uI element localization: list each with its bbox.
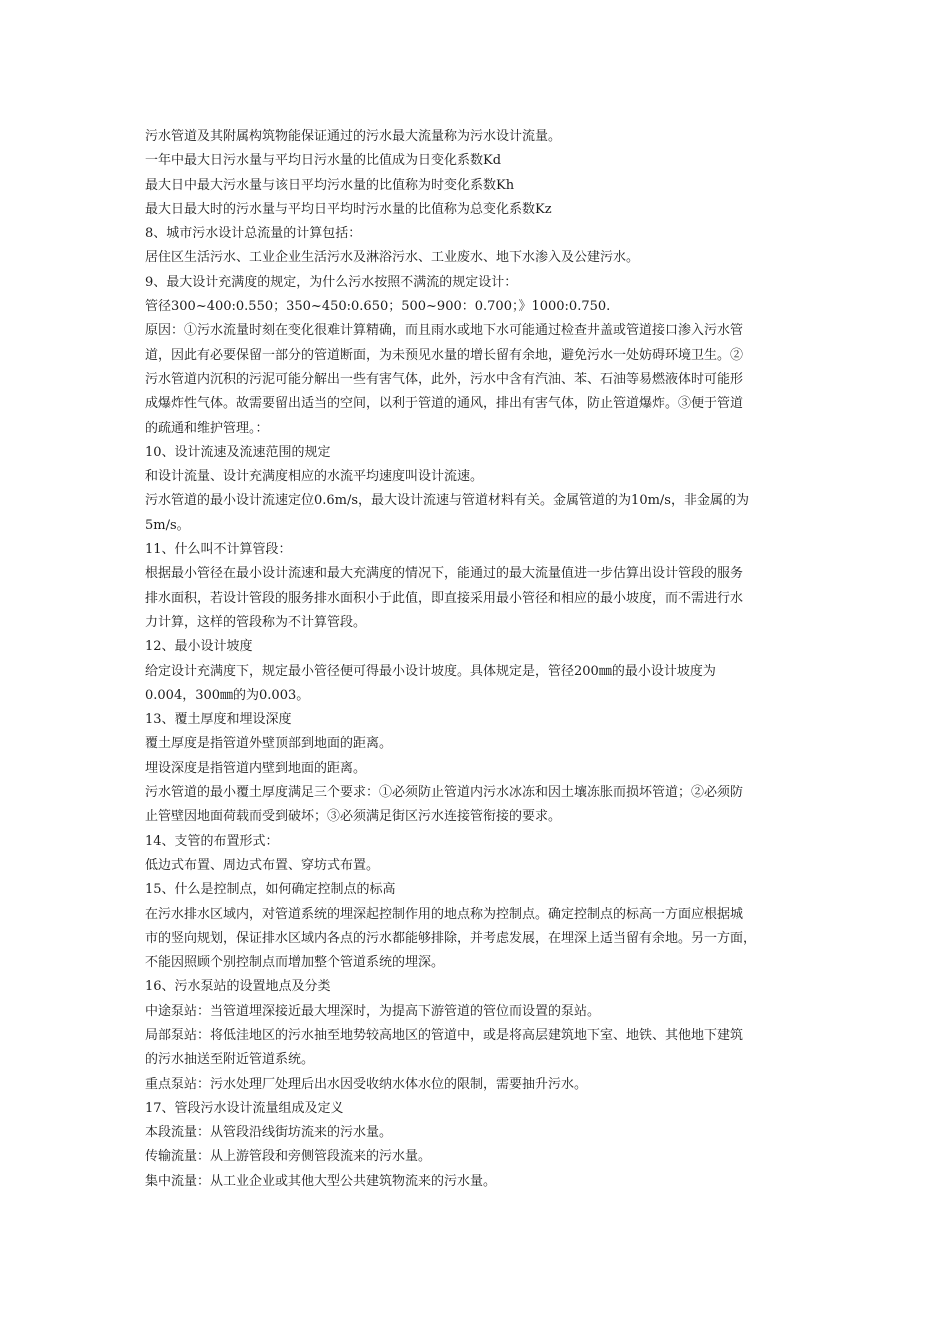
text-line: 市的竖向规划，保证排水区域内各点的污水都能够排除，并考虑发展，在埋深上适当留有余地。另一方面，: [145, 930, 757, 946]
text-line: 16、污水泵站的设置地点及分类: [145, 979, 331, 995]
text-line: 的疏通和维护管理。：: [145, 420, 269, 436]
text-line: 0.004，300㎜的为0.003。: [145, 687, 310, 703]
text-line: 在污水排水区域内，对管道系统的埋深起控制作用的地点称为控制点。确定控制点的标高一方面应根据城: [145, 906, 744, 922]
text-line: 9、最大设计充满度的规定，为什么污水按照不满流的规定设计：: [145, 274, 518, 290]
text-line: 管径300~400:0.550；350~450:0.650；500~900：0.700；》1000:0.750.: [145, 299, 611, 315]
text-line: 17、管段污水设计流量组成及定义: [145, 1100, 344, 1116]
text-line: 根据最小管径在最小设计流速和最大充满度的情况下，能通过的最大流量值进一步估算出设计管段的服务: [145, 566, 744, 582]
text-line: 埋设深度是指管道内壁到地面的距离。: [145, 760, 367, 776]
text-line: 覆土厚度是指管道外壁顶部到地面的距离。: [145, 736, 393, 752]
text-line: 道，因此有必要保留一部分的管道断面，为未预见水量的增长留有余地，避免污水一处妨碍环境卫生。②: [145, 347, 744, 363]
text-line: 的污水抽送至附近管道系统。: [145, 1052, 315, 1068]
text-line: 止管壁因地面荷载而受到破坏；③必须满足街区污水连接管衔接的要求。: [145, 809, 562, 825]
text-line: 污水管道内沉积的污泥可能分解出一些有害气体，此外，污水中含有汽油、苯、石油等易燃液体时可能形: [145, 371, 744, 387]
text-line: 13、覆土厚度和埋设深度: [145, 712, 292, 728]
text-line: 局部泵站：将低洼地区的污水抽至地势较高地区的管道中，或是将高层建筑地下室、地铁、其他地下建筑: [145, 1027, 744, 1043]
text-line: 不能因照顾个别控制点而增加整个管道系统的埋深。: [145, 955, 445, 971]
text-line: 5m/s。: [145, 517, 190, 533]
text-line: 12、最小设计坡度: [145, 639, 253, 655]
text-line: 居住区生活污水、工业企业生活污水及淋浴污水、工业废水、地下水渗入及公建污水。: [145, 250, 640, 266]
text-line: 11、什么叫不计算管段：: [145, 542, 292, 558]
text-line: 给定设计充满度下，规定最小管径便可得最小设计坡度。具体规定是，管径200㎜的最小设计坡度为: [145, 663, 716, 679]
text-line: 传输流量：从上游管段和旁侧管段流来的污水量。: [145, 1149, 432, 1165]
text-line: 成爆炸性气体。故需要留出适当的空间，以利于管道的通风，排出有害气体，防止管道爆炸。③便于管道: [145, 396, 744, 412]
text-line: 和设计流量、设计充满度相应的水流平均速度叫设计流速。: [145, 469, 484, 485]
text-line: 14、支管的布置形式：: [145, 833, 279, 849]
text-line: 集中流量：从工业企业或其他大型公共建筑物流来的污水量。: [145, 1173, 497, 1189]
text-line: 一年中最大日污水量与平均日污水量的比值成为日变化系数Kd: [145, 153, 502, 169]
text-line: 8、城市污水设计总流量的计算包括：: [145, 226, 362, 242]
text-line: 低边式布置、周边式布置、穿坊式布置。: [145, 857, 380, 873]
text-line: 排水面积，若设计管段的服务排水面积小于此值，即直接采用最小管径和相应的最小坡度，而不需进行水: [145, 590, 744, 606]
text-line: 10、设计流速及流速范围的规定: [145, 444, 331, 460]
text-line: 污水管道及其附属构筑物能保证通过的污水最大流量称为污水设计流量。: [145, 129, 562, 144]
text-line: 最大日中最大污水量与该日平均污水量的比值称为时变化系数Kh: [145, 177, 515, 193]
text-line: 重点泵站：污水处理厂处理后出水因受收纳水体水位的限制，需要抽升污水。: [145, 1076, 588, 1092]
text-line: 最大日最大时的污水量与平均日平均时污水量的比值称为总变化系数Kz: [145, 201, 552, 217]
text-line: 中途泵站：当管道埋深接近最大埋深时，为提高下游管道的管位而设置的泵站。: [145, 1003, 601, 1019]
text-line: 本段流量：从管段沿线街坊流来的污水量。: [145, 1125, 393, 1141]
text-line: 15、什么是控制点，如何确定控制点的标高: [145, 882, 396, 898]
text-line: 污水管道的最小设计流速定位0.6m/s，最大设计流速与管道材料有关。金属管道的为10m/s，非金属的为: [145, 493, 749, 509]
text-line: 原因：①污水流量时刻在变化很难计算精确，而且雨水或地下水可能通过检查井盖或管道接口渗入污水管: [145, 323, 744, 339]
text-line: 污水管道的最小覆土厚度满足三个要求：①必须防止管道内污水冰冻和因土壤冻胀而损坏管道；②必须防: [145, 785, 744, 801]
document-body: [145, 125, 815, 1194]
text-line: 力计算，这样的管段称为不计算管段。: [145, 614, 367, 630]
